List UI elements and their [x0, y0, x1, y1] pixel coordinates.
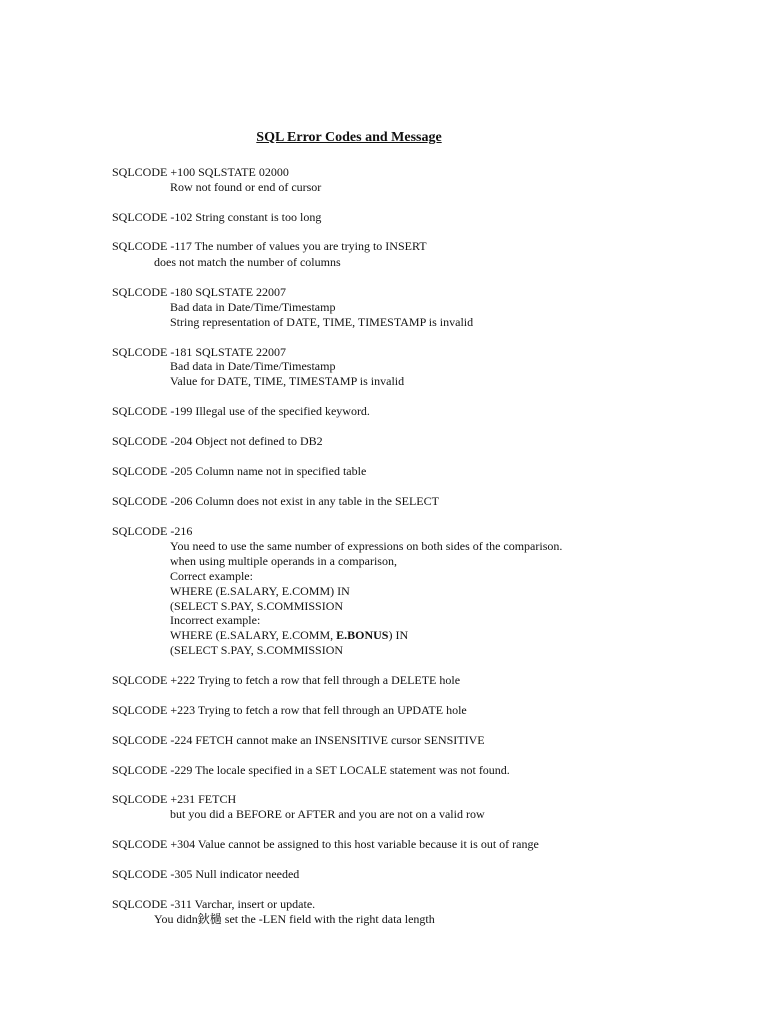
text-line: String representation of DATE, TIME, TIMESTAMP is invalid	[170, 315, 474, 329]
text-line: when using multiple operands in a comparison,	[170, 554, 397, 568]
text-line: SQLCODE -204 Object not defined to DB2	[112, 434, 323, 448]
text-line: SQLCODE -199 Illegal use of the specified keyword.	[112, 404, 370, 418]
text-line: (SELECT S.PAY, S.COMMISSION	[170, 643, 344, 657]
text-line: SQLCODE -180 SQLSTATE 22007	[112, 285, 287, 299]
text-line: SQLCODE -305 Null indicator needed	[112, 867, 300, 881]
text-line: Row not found or end of cursor	[170, 180, 322, 194]
text-segment: ) IN	[388, 628, 409, 642]
text-line: SQLCODE -311 Varchar, insert or update.	[112, 897, 316, 911]
page-title: SQL Error Codes and Message	[256, 130, 442, 145]
text-line: WHERE (E.SALARY, E.COMM) IN	[170, 584, 350, 598]
text-line: SQLCODE -181 SQLSTATE 22007	[112, 345, 287, 359]
text-line: (SELECT S.PAY, S.COMMISSION	[170, 599, 344, 613]
text-line: Correct example:	[170, 569, 253, 583]
text-line: SQLCODE +223 Trying to fetch a row that fell through an UPDATE hole	[112, 703, 467, 717]
text-line: SQLCODE -216	[112, 524, 193, 538]
text-line: SQLCODE -229 The locale specified in a SET LOCALE statement was not found.	[112, 763, 510, 777]
text-line: does not match the number of columns	[154, 255, 341, 269]
text-line: SQLCODE +304 Value cannot be assigned to this host variable because it is out of range	[112, 837, 539, 851]
text-line	[170, 628, 408, 643]
text-line: Bad data in Date/Time/Timestamp	[170, 300, 336, 314]
text-line: SQLCODE -102 String constant is too long	[112, 210, 322, 224]
text-line: SQLCODE +231 FETCH	[112, 792, 237, 806]
text-line: You need to use the same number of expressions on both sides of the comparison.	[170, 539, 563, 553]
text-line: but you did a BEFORE or AFTER and you are not on a valid row	[170, 807, 485, 821]
text-line: SQLCODE +100 SQLSTATE 02000	[112, 165, 289, 179]
bold-segment: E.BONUS	[336, 628, 389, 642]
text-line: SQLCODE -206 Column does not exist in any table in the SELECT	[112, 494, 439, 508]
text-line: SQLCODE +222 Trying to fetch a row that fell through a DELETE hole	[112, 673, 461, 687]
text-line: Incorrect example:	[170, 613, 261, 627]
text-line: SQLCODE -117 The number of values you are trying to INSERT	[112, 239, 427, 253]
text-line: You didn鈥檛 set the -LEN field with the right data length	[154, 912, 435, 926]
text-line: SQLCODE -224 FETCH cannot make an INSENSITIVE cursor SENSITIVE	[112, 733, 485, 747]
text-line: Bad data in Date/Time/Timestamp	[170, 359, 336, 373]
text-line: SQLCODE -205 Column name not in specified table	[112, 464, 367, 478]
text-segment: WHERE (E.SALARY, E.COMM,	[170, 628, 337, 642]
text-line: Value for DATE, TIME, TIMESTAMP is invalid	[170, 374, 405, 388]
